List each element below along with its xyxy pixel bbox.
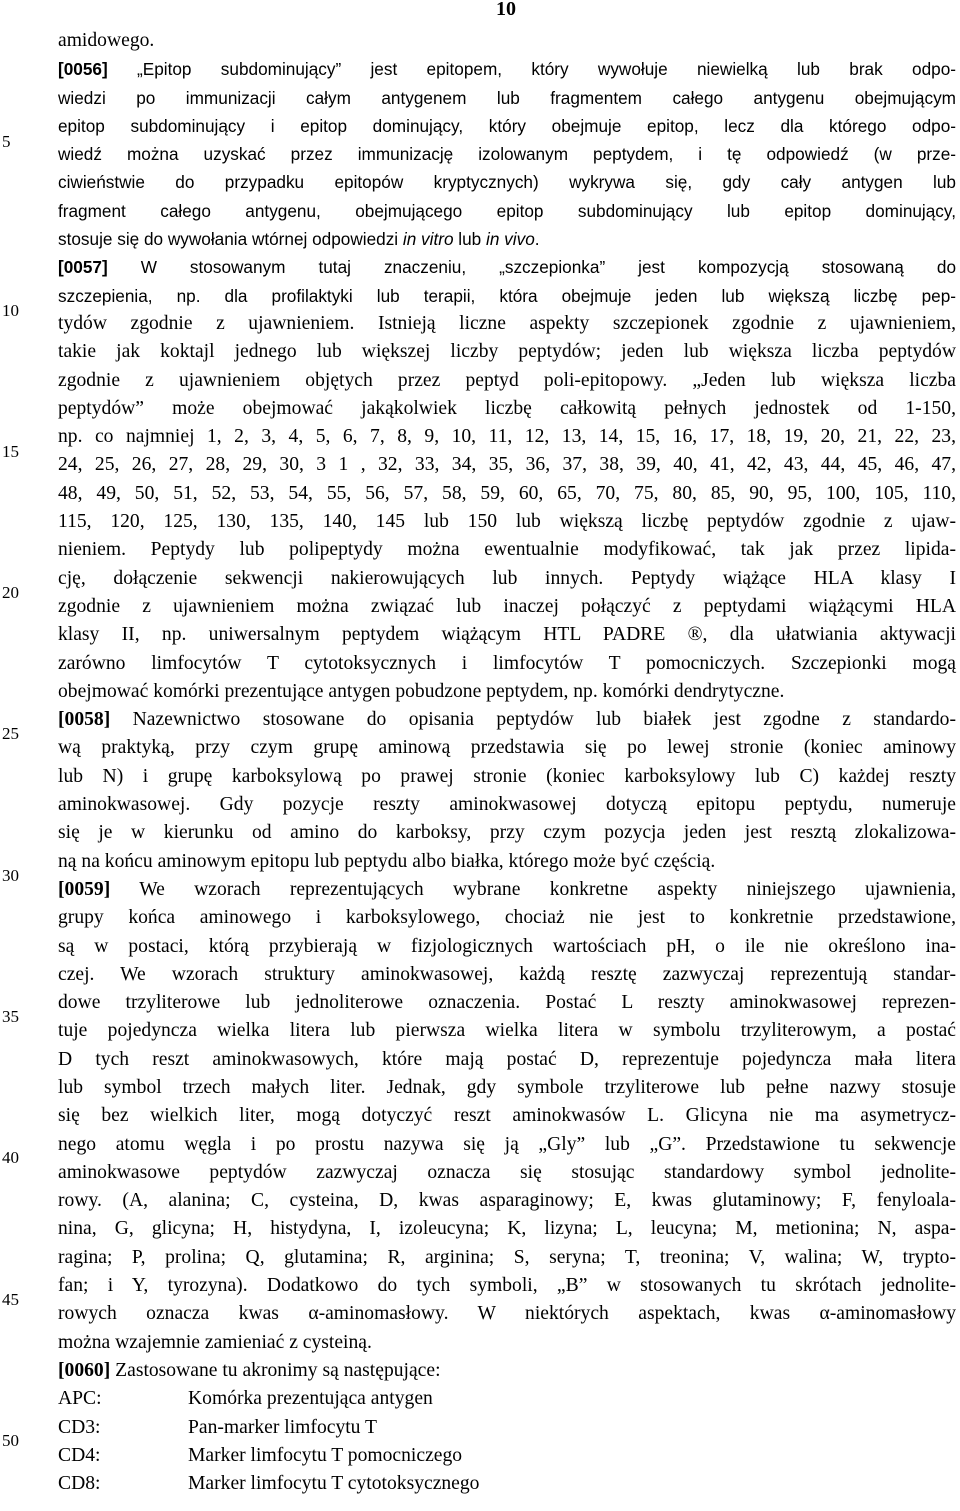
text-line (58, 1046, 956, 1074)
paragraph-number: [0059] (58, 878, 111, 900)
line-text: W stosowanym tutaj znaczeniu, „szczepionka” jest kompozycją stosowaną do (107, 257, 956, 278)
line-text: peptydów” może obejmować jakąkolwiek liczbę całkowitą pełnych jednostek od 1-150, (58, 397, 956, 419)
paragraph-number: [0056] (58, 59, 108, 80)
line-text: się je w kierunku od amino do karboksy, przy czym pozycja jeden jest resztą zlokalizowa- (58, 822, 956, 844)
line-text: We wzorach reprezentujących wybrane konkretne aspekty niniejszego ujawnienia, (110, 878, 956, 900)
acronym-row (58, 1470, 956, 1498)
text-line (58, 791, 956, 819)
text-line (58, 593, 956, 621)
line-text: wiedź można uzyskać przez immunizację izolowanym peptydem, i tę odpowiedź (w prze- (58, 144, 956, 165)
text-line (58, 140, 956, 168)
text-line (58, 706, 956, 734)
line-text: zgodnie z ujawnieniem można związać lub inaczej połączyć z peptydami wiążącymi HLA (58, 595, 956, 617)
text-line (58, 282, 956, 310)
line-text: są w postaci, którą przybierają w fizjologicznych wartościach pH, o ile nie określono ina- (58, 935, 956, 957)
text-line (58, 112, 956, 140)
text-line (58, 876, 956, 904)
line-text: szczepienia, np. dla profilaktyki lub terapii, która obejmuje jeden lub większą liczbę pep- (58, 285, 956, 306)
line-number: 25 (2, 724, 19, 743)
line-text: np. co najmniej 1, 2, 3, 4, 5, 6, 7, 8, 9, 10, 11, 12, 13, 14, 15, 16, 17, 18, 19, 20, 21, 22, 23, (58, 426, 956, 448)
line-text: „Epitop subdominujący” jest epitopem, który wywołuje niewielką lub brak odpo- (107, 59, 956, 80)
line-text: ną na końcu aminowym epitopu lub peptydu albo białka, którego może być częścią. (58, 850, 716, 872)
line-text: klasy II, np. uniwersalnym peptydem wiążącym HTL PADRE ®, dla ułatwiania aktywacji (58, 624, 956, 646)
text-line (58, 1187, 956, 1215)
line-text: amidowego. (58, 30, 155, 51)
text-line (58, 480, 956, 508)
text-line (58, 678, 956, 706)
line-text: ciwieństwie do przypadku epitopów kryptycznych) wykrywa się, gdy cały antygen lub (58, 172, 956, 193)
text-line (58, 168, 956, 196)
text-line (58, 423, 956, 451)
text-line (58, 1244, 956, 1272)
line-number: 35 (2, 1007, 19, 1026)
text-line (58, 1357, 956, 1385)
text-line (58, 1159, 956, 1187)
text-line (58, 763, 956, 791)
acronym-row (58, 1414, 956, 1442)
line-text: grupy końca aminowego i karboksylowego, chociaż nie jest to konkretnie przedstawione, (58, 907, 956, 929)
acronym-key: CD8: (58, 1473, 101, 1495)
line-text: tydów zgodnie z ujawnieniem. Istnieją liczne aspekty szczepionek zgodnie z ujawnieniem, (58, 312, 956, 334)
line-text: ragina; P, prolina; Q, glutamina; R, arginina; S, seryna; T, treonina; V, walina; W, trypto- (58, 1246, 956, 1268)
text-line (58, 27, 956, 55)
text-line (58, 848, 956, 876)
italic-term: in vivo (486, 229, 535, 250)
text-line (58, 1215, 956, 1243)
text-line (58, 1131, 956, 1159)
paragraph-number: [0058] (58, 709, 111, 731)
line-text: wą praktyką, przy czym grupę aminową przedstawia się po lewej stronie (koniec aminowy (58, 737, 956, 759)
text-line (58, 989, 956, 1017)
line-text: rowy. (A, alanina; C, cysteina, D, kwas asparaginowy; E, kwas glutaminowy; F, fenyloala- (58, 1190, 956, 1212)
acronym-key: CD3: (58, 1416, 101, 1438)
line-number: 15 (2, 442, 19, 461)
line-number: 45 (2, 1290, 19, 1309)
text-line (58, 1272, 956, 1300)
text-line (58, 734, 956, 762)
line-text: 48, 49, 50, 51, 52, 53, 54, 55, 56, 57, 58, 59, 60, 65, 70, 75, 80, 85, 90, 95, 100, 105, 110, (58, 482, 956, 504)
text-line (58, 650, 956, 678)
paragraph-number: [0057] (58, 257, 108, 278)
acronym-value: Marker limfocytu T pomocniczego (188, 1444, 463, 1466)
line-number: 20 (2, 583, 19, 602)
line-text: zgodnie z ujawnieniem objętych przez peptyd poli-epitopowy. „Jeden lub większa liczba (58, 369, 956, 391)
line-text: obejmować komórki prezentujące antygen pobudzone peptydem, np. komórki dendrytyczne. (58, 680, 785, 702)
line-text: nieniem. Peptydy lub polipeptydy można ewentualnie modyfikować, tak jak przez lipida- (58, 539, 956, 561)
acronym-row (58, 1442, 956, 1470)
text-line (58, 1102, 956, 1130)
text-line (58, 253, 956, 281)
text-line (58, 933, 956, 961)
text-line (58, 451, 956, 479)
line-text: lub N) i grupę karboksylową po prawej stronie (koniec karboksylowy lub C) każdej reszty (58, 765, 956, 787)
text-line (58, 961, 956, 989)
line-text: nina, G, glicyna; H, histydyna, I, izoleucyna; K, lizyna; L, leucyna; M, metionina; N, aspa- (58, 1218, 956, 1240)
acronym-value: Marker limfocytu T cytotoksycznego (188, 1473, 480, 1495)
line-text: Zastosowane tu akronimy są następujące: (110, 1359, 441, 1381)
text-line (58, 536, 956, 564)
text-line (58, 1300, 956, 1328)
text-line (58, 310, 956, 338)
text-line (58, 508, 956, 536)
text-line (58, 225, 956, 253)
line-text: dowe trzyliterowe lub jednoliterowe oznaczenia. Postać L reszty aminokwasowej reprezen- (58, 992, 956, 1014)
line-text: lub (453, 229, 487, 250)
text-line (58, 395, 956, 423)
acronym-value: Komórka prezentująca antygen (188, 1388, 433, 1410)
text-line (58, 1329, 956, 1357)
text-line (58, 55, 956, 83)
line-text: zarówno limfocytów T cytotoksycznych i limfocytów T pomocniczych. Szczepionki mogą (58, 652, 956, 674)
acronym-key: APC: (58, 1388, 102, 1410)
line-text: można wzajemnie zamieniać z cysteiną. (58, 1331, 372, 1353)
line-text: aminokwasowe peptydów zazwyczaj oznacza się stosując standardowy symbol jednolite- (58, 1161, 956, 1183)
line-text: stosuje się do wywołania wtórnej odpowiedzi (58, 229, 403, 250)
line-text: lub symbol trzech małych liter. Jednak, gdy symbole trzyliterowe lub pełne nazwy stosuje (58, 1076, 956, 1098)
text-line (58, 338, 956, 366)
line-text: 24, 25, 26, 27, 28, 29, 30, 3 1 , 32, 33, 34, 35, 36, 37, 38, 39, 40, 41, 42, 43, 44, 45, 46, 47, (58, 454, 956, 476)
line-text: nego atomu węgla i po prostu nazywa się ją „Gly” lub „G”. Przedstawione tu sekwencje (58, 1133, 956, 1155)
line-number: 30 (2, 866, 19, 885)
text-line (58, 1017, 956, 1045)
document-body (58, 27, 956, 1498)
line-text: cję, dołączenie sekwencji nakierowujących lub innych. Peptydy wiążące HLA klasy I (58, 567, 956, 589)
line-text: fragment całego antygenu, obejmującego epitop subdominujący lub epitop dominujący, (58, 200, 956, 221)
text-line (58, 621, 956, 649)
text-line (58, 904, 956, 932)
line-text: czej. We wzorach struktury aminokwasowej, każdą resztę zazwyczaj reprezentują standar- (58, 963, 956, 985)
acronym-row (58, 1385, 956, 1413)
line-text: aminokwasowej. Gdy pozycje reszty aminokwasowej dotyczą epitopu peptydu, numeruje (58, 794, 956, 816)
text-line (58, 197, 956, 225)
line-text: 115, 120, 125, 130, 135, 140, 145 lub 150 lub większą liczbę peptydów zgodnie z ujaw- (58, 511, 956, 533)
text-line (58, 84, 956, 112)
line-text: takie jak koktajl jednego lub większej liczby peptydów; jeden lub większa liczba peptydów (58, 341, 956, 363)
line-text: rowych oznacza kwas α-aminomasłowy. W niektórych aspektach, kwas α-aminomasłowy (58, 1303, 956, 1325)
page-number: 10 (496, 0, 516, 20)
line-number: 5 (2, 132, 11, 151)
text-line (58, 367, 956, 395)
line-text: Nazewnictwo stosowane do opisania peptydów lub białek jest zgodne z standardo- (110, 709, 956, 731)
text-line (58, 1074, 956, 1102)
text-line (58, 565, 956, 593)
italic-term: in vitro (402, 229, 454, 250)
line-number: 40 (2, 1148, 19, 1167)
line-text: D tych reszt aminokwasowych, które mają postać D, reprezentuje pojedyncza mała litera (58, 1048, 956, 1070)
line-text: wiedzi po immunizacji całym antygenem lub fragmentem całego antygenu obejmującym (58, 87, 956, 108)
line-text: tuje pojedyncza wielka litera lub pierwsza wielka litera w symbolu trzyliterowym, a postać (58, 1020, 956, 1042)
acronym-key: CD4: (58, 1444, 101, 1466)
line-text: się bez wielkich liter, mogą dotyczyć reszt aminokwasów L. Glicyna nie ma asymetrycz- (58, 1105, 956, 1127)
line-text: epitop subdominujący i epitop dominujący, który obejmuje epitop, lecz dla którego odpo- (58, 115, 956, 136)
text-line (58, 819, 956, 847)
line-text: fan; i Y, tyrozyna). Dodatkowo do tych symboli, „B” w stosowanych tu skrótach jednolite- (58, 1275, 956, 1297)
paragraph-number: [0060] (58, 1359, 111, 1381)
line-number: 10 (2, 301, 19, 320)
line-number: 50 (2, 1431, 19, 1450)
acronym-value: Pan-marker limfocytu T (188, 1416, 377, 1438)
line-text: . (534, 229, 540, 250)
